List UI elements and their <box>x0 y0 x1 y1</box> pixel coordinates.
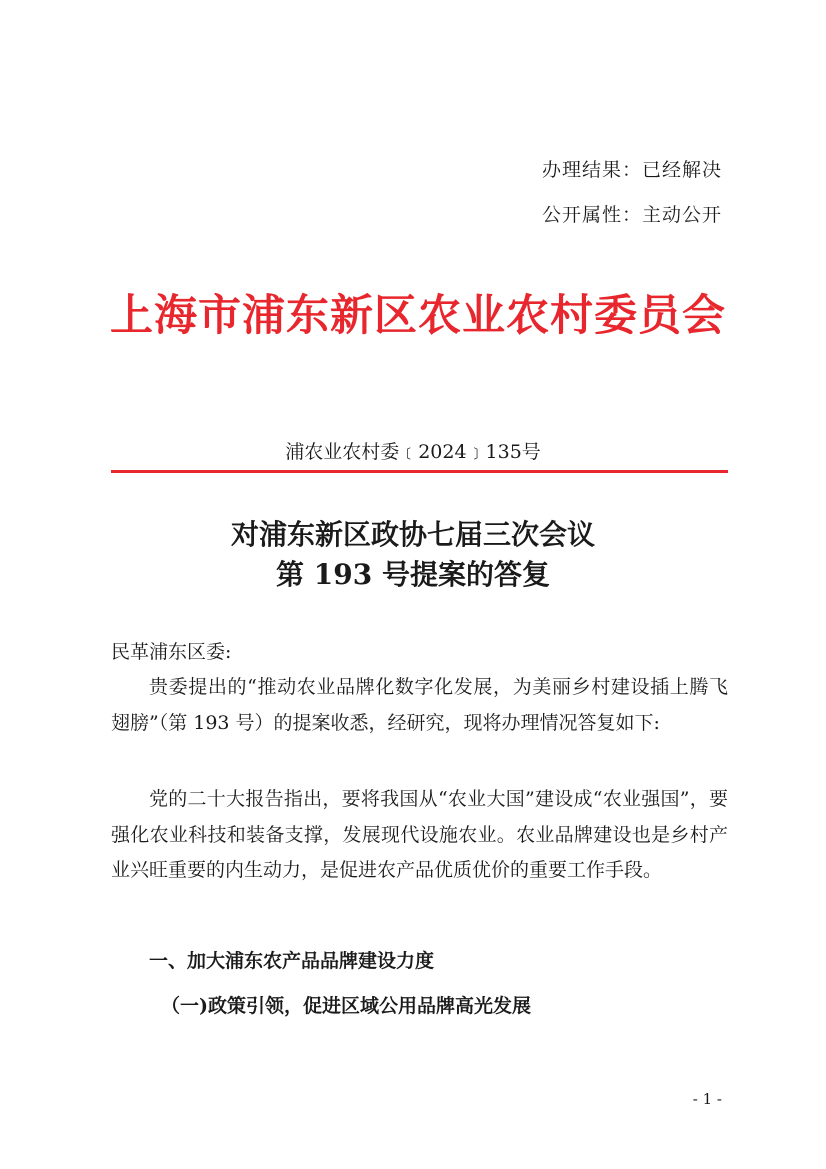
disclosure-attribute: 公开属性：主动公开 <box>541 204 722 226</box>
paragraph-2: 党的二十大报告指出，要将我国从“农业大国”建设成“农业强国”，要强化农业科技和装备支撑，发展现代设施农业。农业品牌建设也是乡村产业兴旺重要的内生动力，是促进农产品优质优价的重要工作手段。 <box>111 788 728 881</box>
organization-title: 上海市浦东新区农业农村委员会 <box>110 291 726 341</box>
document-title-line-2: 第 193 号提案的答复 <box>276 558 550 591</box>
document-number: 浦农业农村委﹝2024﹞135号 <box>285 441 541 463</box>
handling-result: 办理结果：已经解决 <box>541 159 722 181</box>
salutation: 民革浦东区委: <box>111 641 232 663</box>
paragraph-1: 贵委提出的“推动农业品牌化数字化发展，为美丽乡村建设插上腾飞翅膀”（第 193 号）的提案收悉，经研究，现将办理情况答复如下: <box>111 676 728 734</box>
section-heading-1: 一、加大浦东农产品品牌建设力度 <box>149 950 435 972</box>
document-title-line-1: 对浦东新区政协七届三次会议 <box>230 518 595 551</box>
page-number: - 1 - <box>692 1090 722 1108</box>
red-divider-line <box>111 470 728 473</box>
subsection-heading-1: （一)政策引领，促进区域公用品牌高光发展 <box>161 995 531 1017</box>
